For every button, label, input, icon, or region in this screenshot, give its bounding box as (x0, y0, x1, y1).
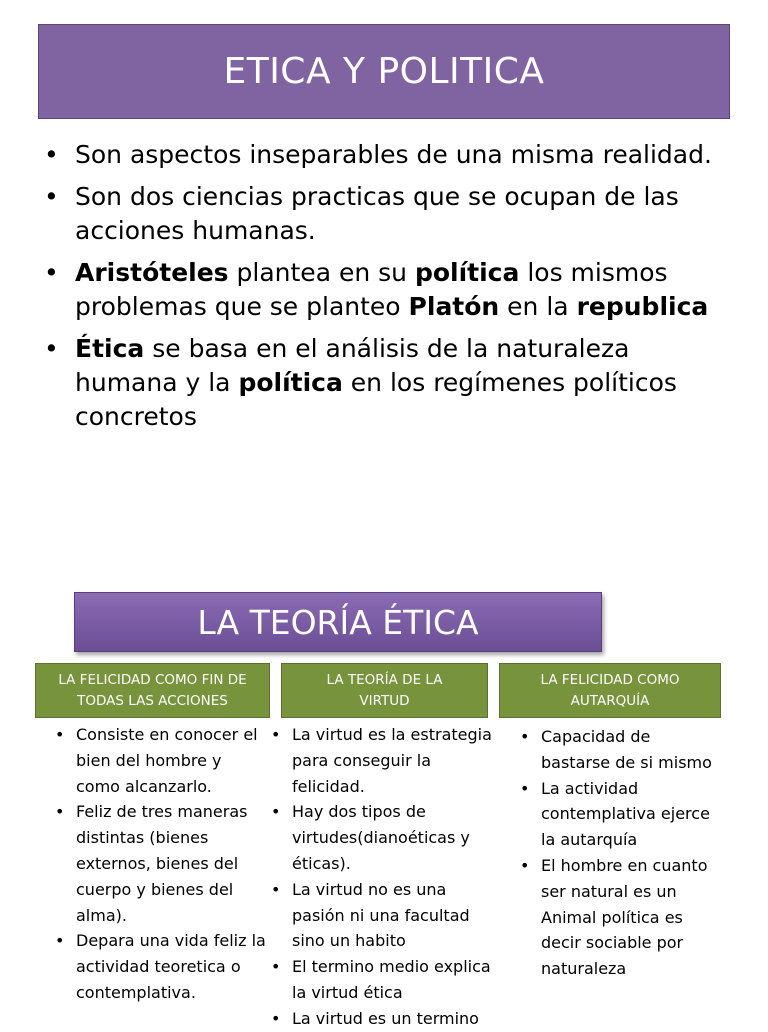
list-item: • La virtud es la estrategia para conseguir la felicidad. (268, 722, 494, 799)
header-line: LA FELICIDAD COMO FIN DE (58, 671, 247, 688)
list-item: • Capacidad de bastarse de si mismo (517, 724, 717, 776)
list-item: • Feliz de tres maneras distintas (bienes externos, bienes del cuerpo y bienes del alma). (52, 799, 268, 928)
list-item: • El termino medio explica la virtud ética (268, 954, 494, 1006)
list-item: • Depara una vida feliz la actividad teoretica o contemplativa. (52, 928, 268, 1005)
list-item: • El hombre en cuanto ser natural es un Animal política es decir sociable por naturaleza (517, 853, 717, 982)
list-item: • La virtud es un termino (268, 1006, 494, 1032)
bold-term: política (414, 258, 520, 287)
bullet-item (44, 138, 734, 172)
bullet-text: se basa en el análisis de la naturaleza humana y la (75, 334, 630, 397)
slide-title-box (38, 24, 730, 119)
bold-term: política (238, 368, 343, 397)
column-header-teoria-virtud (281, 663, 488, 718)
bullet-text: en la (499, 292, 577, 321)
list-item: • La actividad contemplativa ejerce la autarquía (517, 776, 717, 853)
bullet-text: plantea en su (228, 258, 415, 287)
column-list-felicidad-fin (52, 722, 268, 1006)
bullet-item (44, 180, 734, 248)
bullet-text: los mismos problemas que se planteo (75, 258, 668, 321)
bold-term: Aristóteles (75, 258, 229, 287)
bullet-text: Son dos ciencias practicas que se ocupan de las acciones humanas. (75, 182, 679, 245)
header-line: AUTARQUÍA (570, 692, 650, 709)
column-list-teoria-virtud (268, 722, 494, 1032)
bullet-text: Son aspectos inseparables de una misma realidad. (75, 140, 712, 169)
bold-term: republica (576, 292, 709, 321)
section-title: LA TEORÍA ÉTICA (197, 602, 479, 642)
column-header-felicidad-fin (35, 663, 270, 718)
list-item: • La virtud no es una pasión ni una facultad sino un habito (268, 877, 494, 954)
main-bullet-list (44, 138, 734, 442)
list-item: • Consiste en conocer el bien del hombre y como alcanzarlo. (52, 722, 268, 799)
slide-title: ETICA Y POLITICA (223, 51, 545, 92)
section-title-box (74, 592, 602, 652)
list-item: • Hay dos tipos de virtudes(dianoéticas y éticas). (268, 799, 494, 876)
header-line: VIRTUD (359, 692, 410, 709)
bullet-item (44, 256, 734, 324)
bullet-item (44, 332, 734, 434)
column-header-autarquia (499, 663, 721, 718)
header-line: LA TEORÍA DE LA (326, 671, 443, 688)
header-line: TODAS LAS ACCIONES (77, 692, 228, 709)
bold-term: Platón (408, 292, 500, 321)
header-line: LA FELICIDAD COMO (540, 671, 680, 688)
bullet-text: en los regímenes políticos concretos (75, 368, 677, 431)
bold-term: Ética (75, 334, 145, 363)
column-list-autarquia (517, 724, 717, 982)
